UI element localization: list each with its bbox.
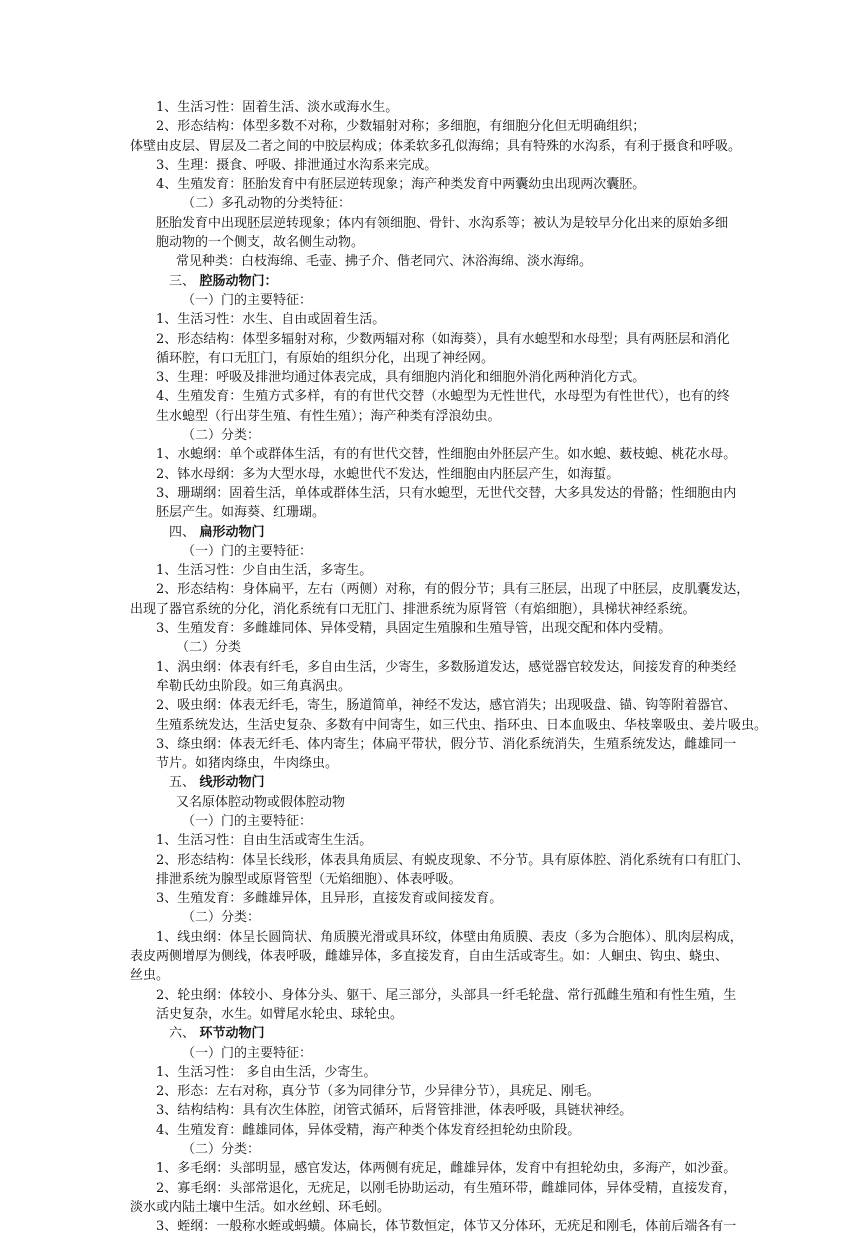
text-line: 4、生殖发育：雌雄同体，异体受精，海产种类个体发育经担轮幼虫阶段。 xyxy=(156,1122,581,1138)
text-line: （二）分类 xyxy=(176,640,242,656)
text-line: 1、生活习性：自由生活或寄生生活。 xyxy=(156,833,373,849)
text-line: 2、钵水母纲：多为大型水母，水螅世代不发达，性细胞由内胚层产生，如海蜇。 xyxy=(156,466,620,482)
text-line: 胚层产生。如海葵、红珊瑚。 xyxy=(156,505,326,521)
text-line: 又名原体腔动物或假体腔动物 xyxy=(176,794,346,810)
text-line: 3、结构结构：具有次生体腔，闭管式循环，后肾管排泄，体表呼吸，具链状神经。 xyxy=(156,1103,633,1119)
text-line: 3、生理：摄食、呼吸、排泄通过水沟系来完成。 xyxy=(156,157,438,173)
text-line: 1、生活习性：固着生活、淡水或海水生。 xyxy=(156,100,399,115)
text-line: 2、形态结构：身体扁平，左右（两侧）对称，有的假分节；具有三胚层，出现了中胚层，皮肌囊发达， xyxy=(156,582,750,598)
text-line: 1、生活习性：少自由生活，多寄生。 xyxy=(156,563,373,579)
section-title: 腔肠动物门： xyxy=(195,273,278,289)
text-line: 2、形态结构：体型多辐射对称，少数两辐对称（如海葵），具有水螅型和水母型；具有两胚层和消化 xyxy=(156,331,730,347)
text-line: 生殖系统发达，生活史复杂、多数有中间寄生，如三代虫、指环虫、日本血吸虫、华枝睾吸虫、姜片吸虫。 xyxy=(156,717,768,733)
text-line: 节片。如猪肉绦虫，牛肉绦虫。 xyxy=(156,756,339,772)
document-body xyxy=(130,98,768,1237)
section-heading xyxy=(130,272,734,291)
text-line: 1、生活习性： 多自由生活，少寄生。 xyxy=(156,1064,377,1080)
text-line: 1、线虫纲：体呈长圆筒状、角质膜光滑或具环纹，体壁由角质膜、表皮（多为合胞体）、肌肉层构成， xyxy=(156,929,743,945)
text-line: 2、形态结构：体型多数不对称，少数辐射对称；多细胞，有细胞分化但无明确组织； xyxy=(156,119,646,135)
text-line: （二）分类： xyxy=(182,1142,261,1158)
text-line: 活史复杂，水生。如臂尾水轮虫、球轮虫。 xyxy=(156,1006,404,1022)
section-number: 六、 xyxy=(169,1026,196,1042)
text-line: 1、涡虫纲：体表有纤毛，多自由生活，少寄生，多数肠道发达，感觉器官较发达，间接发育的种类经 xyxy=(156,659,737,675)
text-line: 3、生殖发育：多雌雄异体，且异形，直接发育或间接发育。 xyxy=(156,891,503,907)
text-line: 排泄系统为腺型或原肾管型（无焰细胞）、体表呼吸。 xyxy=(156,871,462,887)
text-line: 丝虫。 xyxy=(130,968,170,984)
text-line: 2、形态结构：体呈长线形，体表具角质层、有蜕皮现象、不分节。具有原体腔、消化系统有口有肛门、 xyxy=(156,852,750,868)
text-line: 3、珊瑚纲：固着生活，单体或群体生活，只有水螅型，无世代交替，大多具发达的骨骼；性细胞由内 xyxy=(156,485,737,501)
text-line: 出现了器官系统的分化，消化系统有口无肛门、排泄系统为原肾管（有焰细胞），具梯状神经系统。 xyxy=(130,601,696,617)
text-line: （二）分类： xyxy=(182,428,261,444)
text-line: 淡水或内陆土壤中生活。如水丝蚓、环毛蚓。 xyxy=(130,1199,391,1215)
section-number: 五、 xyxy=(169,775,196,791)
section-title: 扁形动物门 xyxy=(195,524,265,540)
text-line: （二）分类： xyxy=(182,910,261,926)
text-line: 体壁由皮层、胃层及二者之间的中胶层构成；体柔软多孔似海绵；具有特殊的水沟系，有利于摄食和呼吸。 xyxy=(130,138,742,154)
text-line: 2、寡毛纲：头部常退化，无疣足，以刚毛协助运动，有生殖环带，雌雄同体，异体受精，直接发育， xyxy=(156,1180,737,1196)
section-number: 三、 xyxy=(169,273,196,289)
text-line: 1、生活习性：水生、自由或固着生活。 xyxy=(156,312,386,328)
text-line: 3、生理：呼吸及排泄均通过体表完成，具有细胞内消化和细胞外消化两种消化方式。 xyxy=(156,370,646,386)
section-title: 线形动物门 xyxy=(195,775,265,791)
text-line: 常见种类：白枝海绵、毛壶、拂子介、偕老同穴、沐浴海绵、淡水海绵。 xyxy=(176,254,593,270)
section-title: 环节动物门 xyxy=(195,1026,265,1042)
text-line: 循环腔，有口无肛门，有原始的组织分化，出现了神经网。 xyxy=(156,350,495,366)
text-line: 胞动物的一个侧支，故名侧生动物。 xyxy=(156,235,365,251)
text-line: 胚胎发育中出现胚层逆转现象；体内有领细胞、骨针、水沟系等；被认为是较早分化出来的原始多细 xyxy=(156,215,729,231)
text-line: （一）门的主要特征： xyxy=(182,292,313,308)
text-line: 2、轮虫纲：体较小、身体分头、躯干、尾三部分，头部具一纤毛轮盘、常行孤雌生殖和有性生殖，生 xyxy=(156,987,737,1003)
text-line: 生水螅型（行出芽生殖、有性生殖）；海产种类有浮浪幼虫。 xyxy=(156,408,501,424)
section-number: 四、 xyxy=(169,524,196,540)
text-line: 3、生殖发育：多雌雄同体、异体受精，具固定生殖腺和生殖导管，出现交配和体内受精。 xyxy=(156,621,672,637)
text-line: （二）多孔动物的分类特征： xyxy=(182,196,352,212)
text-line: 4、生殖发育：生殖方式多样，有的有世代交替（水螅型为无性世代，水母型为有性世代），也有的终 xyxy=(156,389,730,405)
section-heading xyxy=(130,1024,734,1043)
text-line: 表皮两侧增厚为侧线，体表呼吸，雌雄异体，多直接发育，自由生活或寄生。如：人蛔虫、钩虫、蛲虫、 xyxy=(130,949,729,965)
text-line: 牟勒氏幼虫阶段。如三角真涡虫。 xyxy=(156,678,352,694)
text-line: （一）门的主要特征： xyxy=(182,813,313,829)
text-line: 1、水螅纲：单个或群体生活，有的有世代交替，性细胞由外胚层产生。如水螅、薮枝螅、桃花水母。 xyxy=(156,447,737,463)
text-line: 4、生殖发育：胚胎发育中有胚层逆转现象；海产种类发育中两囊幼虫出现两次囊胚。 xyxy=(156,177,646,193)
text-line: 2、形态：左右对称，真分节（多为同律分节，少异律分节），具疣足、刚毛。 xyxy=(156,1084,600,1100)
text-line: （一）门的主要特征： xyxy=(182,543,313,559)
text-line: 3、绦虫纲：体表无纤毛、体内寄生；体扁平带状，假分节、消化系统消失，生殖系统发达，雌雄同一 xyxy=(156,736,737,752)
text-line: （一）门的主要特征： xyxy=(182,1045,313,1061)
section-heading xyxy=(130,773,734,792)
text-line: 2、吸虫纲：体表无纤毛，寄生，肠道简单，神经不发达，感官消失；出现吸盘、锚、钩等附着器官、 xyxy=(156,698,737,714)
section-heading xyxy=(130,523,734,542)
text-line: 1、多毛纲：头部明显，感官发达，体两侧有疣足，雌雄异体，发育中有担轮幼虫，多海产，如沙蚕。 xyxy=(156,1161,737,1177)
text-line: 3、蛭纲：一般称水蛭或蚂蟥。体扁长，体节数恒定，体节又分体环，无疣足和刚毛，体前后端各有一 xyxy=(156,1219,737,1235)
